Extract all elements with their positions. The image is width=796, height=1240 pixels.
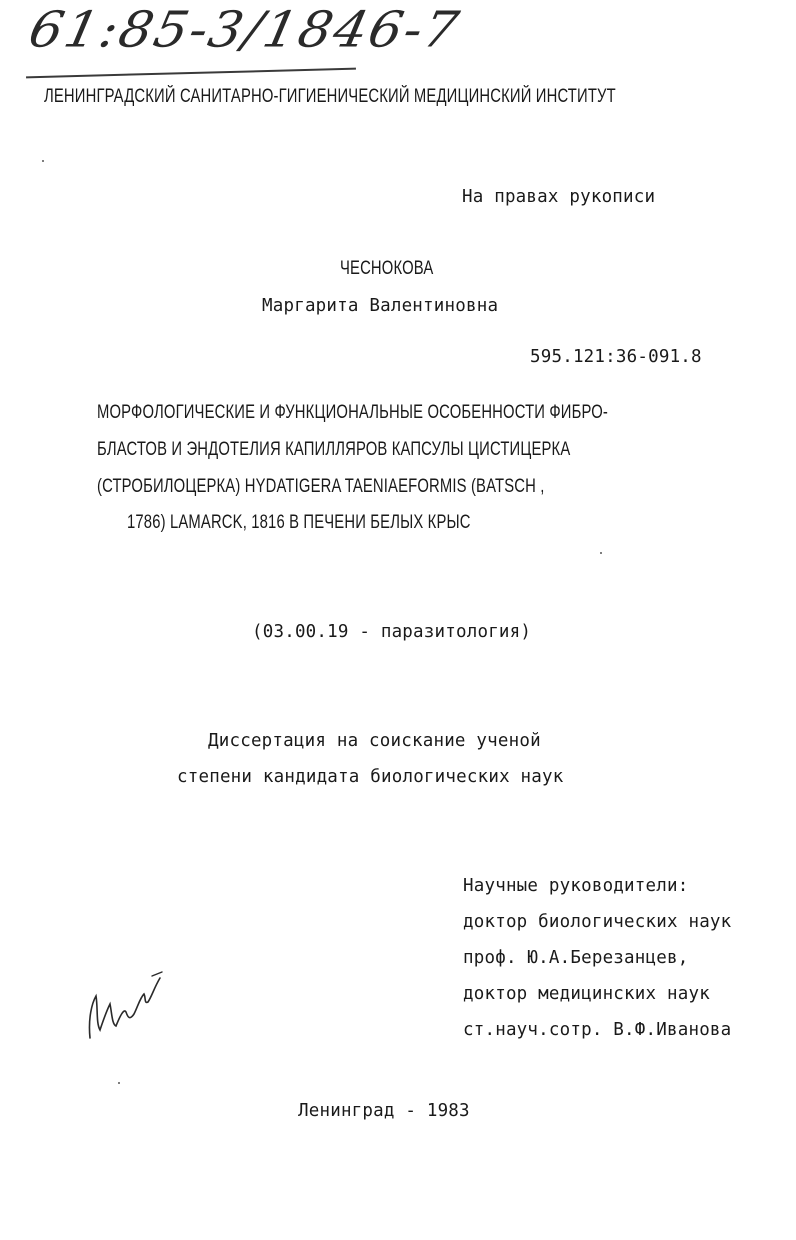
specialty: (03.00.19 - паразитология) — [252, 622, 532, 642]
institute-name: ЛЕНИНГРАДСКИЙ САНИТАРНО-ГИГИЕНИЧЕСКИЙ МЕДИЦИНСКИЙ ИНСТИТУТ — [44, 86, 616, 107]
supervisor-line-2: проф. Ю.А.Березанцев, — [463, 948, 689, 968]
degree-line-2: степени кандидата биологических наук — [177, 767, 564, 787]
scan-speck — [118, 1082, 120, 1084]
title-line-2: БЛАСТОВ И ЭНДОТЕЛИЯ КАПИЛЛЯРОВ КАПСУЛЫ ЦИСТИЦЕРКА — [97, 439, 571, 460]
supervisor-line-1: доктор биологических наук — [463, 912, 732, 932]
author-given-names: Маргарита Валентиновна — [262, 296, 499, 316]
archive-number-underline — [26, 68, 356, 79]
scan-speck — [600, 552, 602, 554]
manuscript-note: На правах рукописи — [462, 187, 656, 207]
scan-speck — [42, 160, 44, 162]
author-surname: ЧЕСНОКОВА — [340, 258, 434, 279]
title-line-4: 1786) LAMARCK, 1816 В ПЕЧЕНИ БЕЛЫХ КРЫС — [127, 512, 471, 533]
title-line-3: (СТРОБИЛОЦЕРКА) HYDATIGERA TAENIAEFORMIS (BATSCH , — [97, 476, 545, 497]
degree-line-1: Диссертация на соискание ученой — [208, 731, 541, 751]
archive-number-handwritten: 61:85-3/1846-7 — [23, 2, 466, 59]
supervisor-line-4: ст.науч.сотр. В.Ф.Иванова — [463, 1020, 732, 1040]
supervisor-line-3: доктор медицинских наук — [463, 984, 710, 1004]
supervisors-heading: Научные руководители: — [463, 876, 689, 896]
place-year: Ленинград - 1983 — [298, 1101, 470, 1121]
udc-code: 595.121:36-091.8 — [530, 347, 702, 367]
title-line-1: МОРФОЛОГИЧЕСКИЕ И ФУНКЦИОНАЛЬНЫЕ ОСОБЕННОСТИ ФИБРО- — [97, 402, 608, 423]
author-signature — [82, 968, 172, 1048]
